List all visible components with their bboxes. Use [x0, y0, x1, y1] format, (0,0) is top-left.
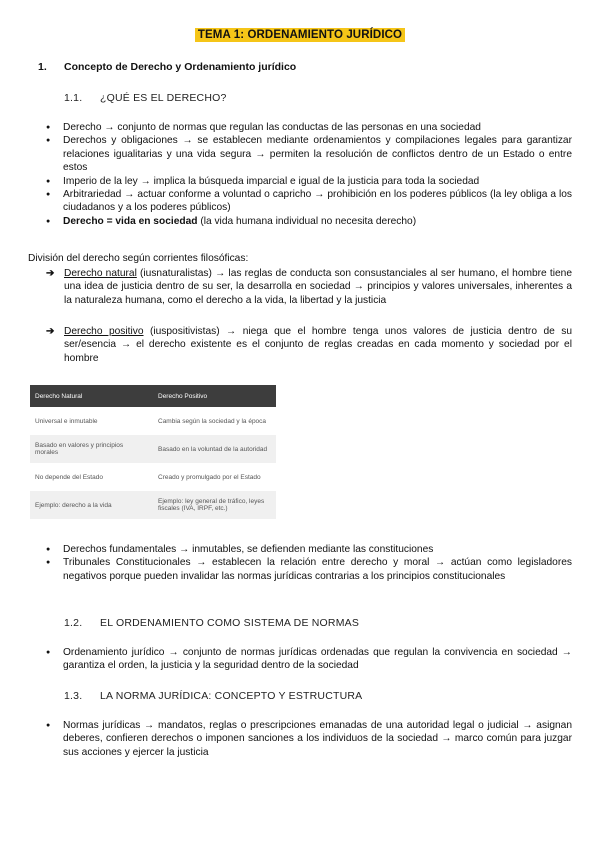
list-item: ● Tribunales Constitucionales → establecen la relación entre derecho y moral → actúan como legisladores negativos porque pueden invalidar las normas jurídicas contrarias a los principios constitucionales	[46, 556, 572, 583]
subsection-label: ¿QUÉ ES EL DERECHO?	[100, 92, 227, 104]
subsection-number: 1.2.	[64, 617, 83, 629]
term: Derecho natural	[64, 268, 137, 279]
table-header: Derecho Positivo	[153, 385, 276, 407]
arrow-list-natural	[46, 267, 572, 307]
section-heading	[38, 61, 296, 73]
table-cell: Cambia según la sociedad y la época	[158, 417, 267, 425]
table-cell: No depende del Estado	[35, 473, 103, 481]
subsection-heading-1-2	[64, 617, 359, 629]
list-item: ● Derechos fundamentales → inmutables, se defienden mediante las constituciones	[46, 543, 572, 556]
comparison-table	[30, 385, 276, 519]
table-cell: Basado en valores y principios morales	[30, 435, 153, 463]
division-intro: División del derecho según corrientes filosóficas:	[28, 253, 249, 264]
table-row	[30, 463, 276, 491]
term: Derecho positivo	[64, 326, 144, 337]
subsection-label: EL ORDENAMIENTO COMO SISTEMA DE NORMAS	[100, 617, 360, 629]
bullet-list-derecho	[46, 121, 572, 228]
list-item: ● Imperio de la ley → implica la búsqueda imparcial e igual de la justicia para toda la sociedad	[46, 175, 572, 188]
bold-text: Derecho = vida en sociedad	[63, 215, 198, 227]
subsection-heading-1-3	[64, 690, 362, 702]
table-row	[30, 407, 276, 435]
title-wrap	[0, 28, 600, 42]
arrow-icon: ➔	[46, 268, 55, 279]
list-item: ● Arbitrariedad → actuar conforme a voluntad o capricho → prohibición en los poderes públicos (la ley obliga a los ciudadanos y a los poderes públicos)	[46, 188, 572, 215]
arrow-list-positivo	[46, 325, 572, 365]
page-title: TEMA 1: ORDENAMIENTO JURÍDICO	[195, 28, 405, 42]
list-item-text: (la vida humana individual no necesita derecho)	[197, 215, 417, 227]
table-row	[30, 435, 276, 463]
list-item: ● Derechos y obligaciones → se establecen mediante ordenamientos y compilaciones legales para garantizar relaciones igualitarias y una vida segura → permiten la resolución de conflictos dentro de un Estado o entre estos	[46, 134, 572, 174]
table-row	[30, 491, 276, 519]
table-cell: Basado en la voluntad de la autoridad	[153, 435, 276, 463]
subsection-heading-1-1	[64, 92, 227, 104]
list-item: ● Ordenamiento jurídico → conjunto de normas jurídicas ordenadas que regulan la convivencia en sociedad → garantiza el orden, la justicia y la seguridad dentro de la sociedad	[46, 646, 572, 673]
table-cell: Creado y promulgado por el Estado	[158, 473, 261, 481]
section-label: Concepto de Derecho y Ordenamiento jurídico	[64, 61, 297, 73]
bullet-list-fundamentales	[46, 543, 572, 583]
list-item	[46, 215, 572, 228]
bullet-list-ordenamiento	[46, 646, 572, 673]
table-header-row	[30, 385, 276, 407]
table-cell: Ejemplo: ley general de tráfico, leyes fiscales (IVA, IRPF, etc.)	[153, 491, 276, 519]
subsection-number: 1.3.	[64, 690, 83, 702]
subsection-number: 1.1.	[64, 92, 83, 104]
section-number: 1.	[38, 61, 47, 73]
arrow-icon: ➔	[46, 326, 55, 337]
list-item	[46, 325, 572, 365]
list-item-text: (iuspositivistas) → niega que el hombre tenga unos valores de justicia dentro de su ser/esencia → el derecho existente es el conjunto de reglas creadas en cada momento y sociedad por el hombre	[64, 326, 572, 364]
table-header: Derecho Natural	[30, 385, 153, 407]
bullet-list-normas	[46, 719, 572, 759]
list-item-text: (iusnaturalistas) → las reglas de conducta son consustanciales al ser humano, el hombre tiene una idea de justicia dentro de su ser, la desarrolla en sociedad → principios y valores universales, inherentes a la naturaleza humana, como el derecho a la vida, la libertad y la justicia	[64, 268, 572, 306]
list-item	[46, 267, 572, 307]
subsection-label: LA NORMA JURÍDICA: CONCEPTO Y ESTRUCTURA	[100, 690, 363, 702]
table-cell: Ejemplo: derecho a la vida	[30, 491, 153, 519]
list-item: ● Derecho → conjunto de normas que regulan las conductas de las personas en una sociedad	[46, 121, 572, 134]
table-cell: Universal e inmutable	[35, 417, 98, 425]
list-item: ● Normas jurídicas → mandatos, reglas o prescripciones emanadas de una autoridad legal o judicial → asignan deberes, confieren derechos o imponen sanciones a los individuos de la sociedad → marco común para juzgar sus acciones y ejercer la justicia	[46, 719, 572, 759]
